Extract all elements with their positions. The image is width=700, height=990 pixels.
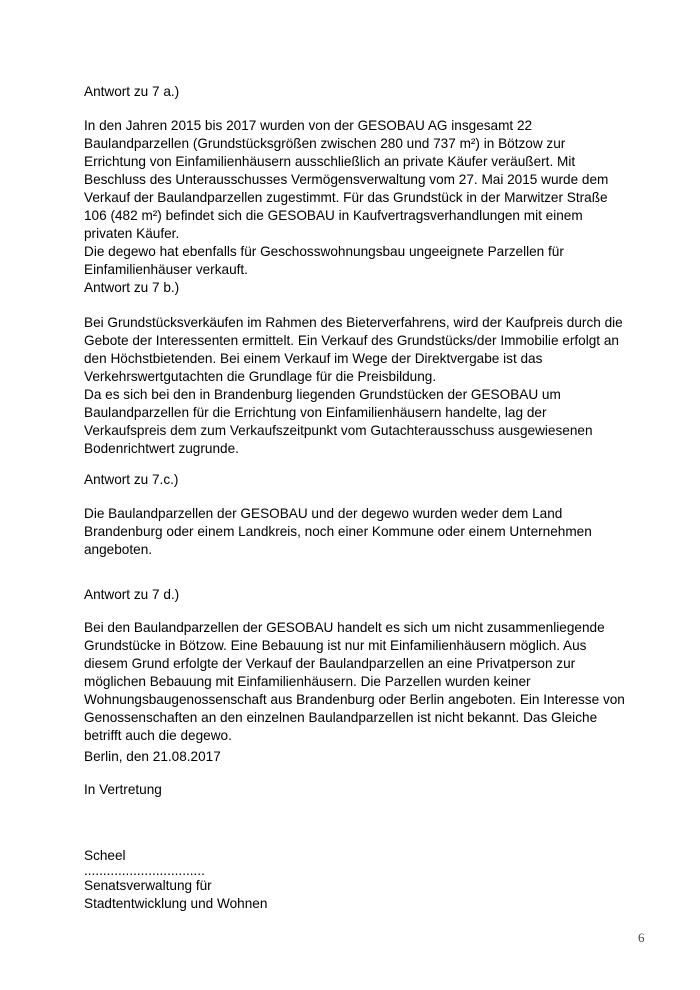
paragraph-answer-7d: Bei den Baulandparzellen der GESOBAU handelt es sich um nicht zusammenliegende Grundstücke in Bötzow. Eine Bebauung ist nur mit Einfamilienhäusern möglich. Aus diesem Grund erfolgte der Verkauf der Baulandparzellen an eine Privatperson zur möglichen Bebauung mit Einfamilienhäusern. Die Parzellen wurden keiner Wohnungsbaugenossenschaft aus Brandenburg oder Berlin angeboten. Ein Interesse von Genossenschaften an den einzelnen Baulandparzellen ist nicht bekannt. Das Gleiche betrifft auch die degewo.	[84, 620, 625, 743]
paragraph-answer-7b: Bei Grundstücksverkäufen im Rahmen des Bieterverfahrens, wird der Kaufpreis durch die Gebote der Interessenten ermittelt. Ein Verkauf des Grundstücks/der Immobilie erfolgt an den Höchstbietenden. Bei einem Verkauf im Wege der Direktvergabe ist das Verkehrswertgutachten die Grundlage für die Preisbildung. Da es sich bei den in Brandenburg liegenden Grundstücken der GESOBAU um Baulandparzellen für die Errichtung von Einfamilienhäusern handelte, lag der Verkaufspreis dem zum Verkaufszeitpunkt vom Gutachterausschuss ausgewiesenen Bodenrichtwert zugrunde.	[84, 315, 623, 456]
paragraph-answer-7c: Die Baulandparzellen der GESOBAU und der degewo wurden weder dem Land Brandenburg oder einem Landkreis, noch einer Kommune oder einem Unternehmen angeboten.	[84, 506, 592, 557]
place-date: Berlin, den 21.08.2017	[84, 749, 221, 764]
signature-line: ................................	[84, 863, 205, 878]
paragraph-answer-7a: In den Jahren 2015 bis 2017 wurden von der GESOBAU AG insgesamt 22 Baulandparzellen (Grundstücksgrößen zwischen 280 und 737 m²) in Bötzow zur Errichtung von Einfamilienhäusern ausschließlich an private Käufer veräußert. Mit Beschluss des Unterausschusses Vermögensverwaltung vom 27. Mai 2015 wurde dem Verkauf der Baulandparzellen zugestimmt. Für das Grundstück in der Marwitzer Straße 106 (482 m²) befindet sich die GESOBAU in Kaufvertragsverhandlungen mit einem privaten Käufer. Die degewo hat ebenfalls für Geschosswohnungsbau ungeeignete Parzellen für Einfamilienhäuser verkauft.	[84, 118, 609, 277]
authority-name: Senatsverwaltung für Stadtentwicklung und Wohnen	[84, 878, 268, 911]
page-number: 6	[638, 930, 645, 945]
representation-note: In Vertretung	[84, 782, 162, 797]
heading-answer-7a: Antwort zu 7 a.)	[84, 84, 180, 99]
heading-answer-7d: Antwort zu 7 d.)	[84, 587, 180, 602]
signature-name: Scheel	[84, 848, 126, 863]
heading-answer-7c: Antwort zu 7.c.)	[84, 472, 179, 487]
heading-answer-7b: Antwort zu 7 b.)	[84, 280, 180, 295]
